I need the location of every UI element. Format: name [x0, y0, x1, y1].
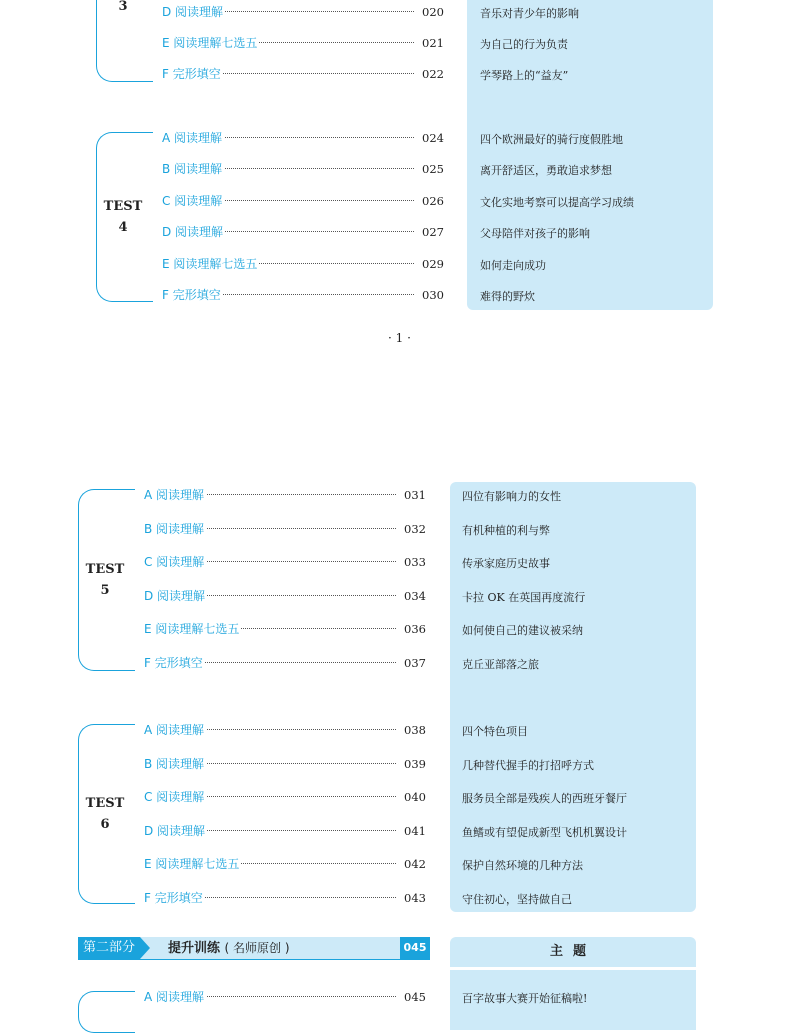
test-3-number: 3 — [118, 0, 128, 14]
row-page: 021 — [422, 36, 444, 50]
row-page: 042 — [404, 857, 426, 871]
row-label: F 完形填空 — [162, 285, 223, 305]
row-label: C 阅读理解 — [144, 552, 206, 572]
theme-item: 如何使自己的建议被采纳 — [462, 624, 583, 637]
row-label: E 阅读理解七选五 — [144, 854, 241, 874]
row-page: 031 — [404, 488, 426, 502]
theme-item: 服务员全部是残疾人的西班牙餐厅 — [462, 792, 627, 805]
row-page: 039 — [404, 757, 426, 771]
test-6-number: 6 — [100, 817, 110, 832]
test-5-title: TEST — [85, 562, 125, 577]
row-page: 043 — [404, 891, 426, 905]
row-label: A 阅读理解 — [162, 128, 224, 148]
section-2-title — [168, 937, 290, 960]
test-4-title: TEST — [103, 199, 143, 214]
row-label: A 阅读理解 — [144, 987, 206, 1007]
theme-item: 四位有影响力的女性 — [462, 490, 561, 503]
row-label: D 阅读理解 — [144, 586, 207, 606]
row-page: 033 — [404, 555, 426, 569]
theme-item: 有机种植的利与弊 — [462, 524, 550, 537]
row-label: E 阅读理解七选五 — [162, 254, 259, 274]
section-2-title-text: 提升训练 — [168, 941, 221, 956]
row-page: 027 — [422, 225, 444, 239]
row-page: 036 — [404, 622, 426, 636]
toc-row[interactable] — [144, 754, 426, 774]
row-label: B 阅读理解 — [144, 754, 206, 774]
row-label: F 完形填空 — [144, 888, 205, 908]
theme-item: 传承家庭历史故事 — [462, 557, 550, 570]
theme-item: 四个特色项目 — [462, 725, 528, 738]
toc-row[interactable] — [144, 854, 426, 874]
section-2-tag: 第二部分 — [78, 937, 140, 959]
theme-item: 离开舒适区，勇敢追求梦想 — [480, 164, 612, 177]
theme-item: 父母陪伴对孩子的影响 — [480, 227, 590, 240]
row-page: 041 — [404, 824, 426, 838]
row-page: 037 — [404, 656, 426, 670]
section-2-bar[interactable] — [78, 937, 430, 960]
section-2-page: 045 — [400, 937, 430, 959]
row-label: C 阅读理解 — [144, 787, 206, 807]
row-page: 020 — [422, 5, 444, 19]
row-label: D 阅读理解 — [162, 222, 225, 242]
row-label: D 阅读理解 — [162, 2, 225, 22]
row-page: 040 — [404, 790, 426, 804]
row-label: B 阅读理解 — [162, 159, 224, 179]
row-label: A 阅读理解 — [144, 720, 206, 740]
row-page: 030 — [422, 288, 444, 302]
row-page: 029 — [422, 257, 444, 271]
toc-row[interactable] — [144, 519, 426, 539]
toc-row[interactable] — [144, 619, 426, 639]
section-2-subtitle: ( 名师原创 ) — [224, 941, 290, 955]
next-test-box — [78, 991, 135, 1033]
theme-item: 克丘亚部落之旅 — [462, 658, 539, 671]
test-5-number: 5 — [100, 583, 110, 598]
row-label: F 完形填空 — [144, 653, 205, 673]
test-6-label — [78, 793, 132, 835]
theme-item: 文化实地考察可以提高学习成绩 — [480, 196, 634, 209]
theme-header: 主题 — [450, 937, 696, 967]
row-page: 034 — [404, 589, 426, 603]
row-page: 045 — [404, 990, 426, 1004]
page-number: · 1 · — [388, 331, 411, 345]
theme-item: 守住初心，坚持做自己 — [462, 893, 572, 906]
row-page: 032 — [404, 522, 426, 536]
theme-item: 几种替代握手的打招呼方式 — [462, 759, 594, 772]
row-page: 024 — [422, 131, 444, 145]
row-label: E 阅读理解七选五 — [144, 619, 241, 639]
theme-panel — [450, 482, 696, 912]
toc-row[interactable] — [144, 485, 426, 505]
theme-item: 卡拉 OK 在英国再度流行 — [462, 591, 586, 604]
toc-row[interactable] — [144, 787, 426, 807]
test-4-number: 4 — [118, 220, 128, 235]
theme-item: 学琴路上的“益友” — [480, 69, 569, 82]
row-label: A 阅读理解 — [144, 485, 206, 505]
toc-row[interactable] — [144, 987, 426, 1007]
row-label: C 阅读理解 — [162, 191, 224, 211]
theme-item: 鱼鳍或有望促成新型飞机机翼设计 — [462, 826, 627, 839]
theme-item: 为自己的行为负责 — [480, 38, 568, 51]
theme-item: 难得的野炊 — [480, 290, 535, 303]
toc-row[interactable] — [144, 653, 426, 673]
row-label: F 完形填空 — [162, 64, 223, 84]
row-label: D 阅读理解 — [144, 821, 207, 841]
theme-item: 如何走向成功 — [480, 259, 546, 272]
theme-item: 四个欧洲最好的骑行度假胜地 — [480, 133, 623, 146]
theme-item: 百字故事大赛开始征稿啦! — [462, 992, 588, 1005]
row-page: 026 — [422, 194, 444, 208]
toc-row[interactable] — [144, 552, 426, 572]
toc-row[interactable] — [144, 888, 426, 908]
toc-row[interactable] — [144, 821, 426, 841]
row-label: E 阅读理解七选五 — [162, 33, 259, 53]
row-page: 022 — [422, 67, 444, 81]
test-6-title: TEST — [85, 796, 125, 811]
theme-item: 保护自然环境的几种方法 — [462, 859, 583, 872]
toc-row[interactable] — [144, 720, 426, 740]
row-label: B 阅读理解 — [144, 519, 206, 539]
row-page: 025 — [422, 162, 444, 176]
toc-row[interactable] — [144, 586, 426, 606]
theme-item: 音乐对青少年的影响 — [480, 7, 579, 20]
row-page: 038 — [404, 723, 426, 737]
test-5-label — [78, 559, 132, 601]
